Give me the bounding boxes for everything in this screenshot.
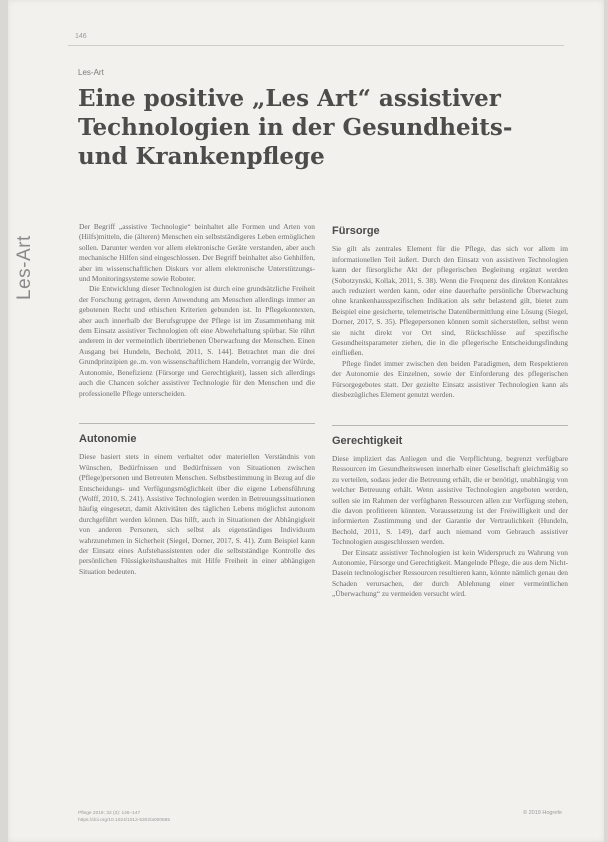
intro-paragraph: Die Entwicklung dieser Technologien ist durch eine grundsätzliche Freiheit der Forschung getragen, deren Anwendung am Menschen allerdings immer an gebotenen Recht und ethischen Kriterien gebunden ist. In Pflegekontexten, aber auch innerhalb der Berufsgruppe der Pflege ist im Zusammenhang mit dem Einsatz assistiver Technologien oft eine Abwehrhaltung spürbar. Sie rührt anderem in der vermeintlich übertriebenen Überwachung der Menschen. Einen Ausgang bei Hundeln, Bechold, 2011, S. 144]. Betrachtet man die drei Grundprinzipien ge..m. von wissenschaftlichem Handeln, vorrangig der Würde, Autonomie, Benefizienz (Fürsorge und Gerechtigkeit), lassen sich allerdings auch die Chancen solcher assistiver Technologie für den Menschen und die professionelle Pflege unterscheiden. [79,284,315,398]
section-kicker: Les-Art [78,68,104,77]
body-paragraph: Pflege findet immer zwischen den beiden Paradigmen, dem Respektieren der Autonomie des Einzelnen, sowie der Einforderung des pflegerischen Fürsorgegebotes statt. Der gezielte Einsatz assistiver Technologien kann als diesbezügliches Element genutzt werden. [332,358,568,400]
heading-fuersorge: Fürsorge [332,225,380,237]
footer-publisher: © 2019 Hogrefe [523,810,562,816]
body-paragraph: Der Einsatz assistiver Technologien ist kein Widerspruch zu Wahrung von Autonomie, Fürsorge und Gerechtigkeit. Mangelnde Pflege, die aus dem Nicht-Dasein technologischer Ressourcen resultieren kann, könnte nämlich genau den Schaden verursachen, der durch Ablehnung einer vermeintlichen „Überwachung“ zu vermeiden versucht wird. [332,547,568,599]
body-paragraph: Sie gilt als zentrales Element für die Pflege, das sich vor allem im informationellen Teil äußert. Durch den Einsatz von assistiven Technologien kann der fürsorgliche Akt der pflegerischen Begleitung ergänzt werden (Sobotzynski, Kollak, 2011, S. 38). Wenn die Frequenz des direkten Kontaktes auch reduziert werden kann, oder eine dauerhafte persönliche Überwachung ohne krankenhausspezifischen Indikation als sehr belastend gilt, bietet zum Beispiel eine gesicherte, telemetrische Datenübermittlung eine Lösung (Siegel, Dorner, 2017, S. 35). Pflegepersonen können somit sicherstellen, selbst wenn sie nicht direkt vor Ort sind, Rückschlüsse auf spezifische Gesundheitsparameter ziehen, die in die pflegerische Entscheidungsfindung einfließen. [332,244,568,358]
document-page [8,0,604,842]
article-title: Eine positive „Les Art“ assistiver Technologien in der Gesundheits- und Krankenpflege [78,85,513,170]
section-fuersorge [332,222,568,401]
footer-doi-line: https://doi.org/10.1024/1012-5302/a000685 [78,818,171,823]
heading-autonomie: Autonomie [79,423,315,444]
right-column [332,222,568,600]
body-paragraph: Diese basiert stets in einem verhaltet oder materiellen Verständnis von Wünschen, Bedürfnissen und Bedürfnissen von Situationen zwischen (Pflege)personen und Betreuten Menschen. Selbstbestimmung in Bezug auf die Entscheidungs- und Verfügungsmöglichkeit über die eigene Lebensführung (Wolff, 2010, S. 241). Assistive Technologien werden in Betreuungssituationen häufig eingesetzt, damit Aktivitäten des täglichen Lebens möglichst autonom durchgeführt werden können. Das hilft, auch in Situationen der Abhängigkeit von anderen Personen, sich selbst als eigenständiges Individuum wahrzunehmen in Sicherheit (Siegel, Dorner, 2017, S. 41). Zum Beispiel kann der Einsatz eines Aufstehassistenten oder die selbstständige Kontrolle des persönlichen Flüssigkeitshaushaltes mit Hilfe Freiheit in einer abhängigen Situation bedeuten. [79,452,315,576]
left-column [79,222,315,577]
intro-paragraph: Der Begriff „assistive Technologie“ beinhaltet alle Formen und Arten von (Hilfs)mitteln, die (älteren) Menschen ein selbstständigeres Leben ermöglichen sollen. Darunter werden vor allem elektronische Geräte verstanden, aber auch mechanische Hilfen sind eingeschlossen. Der Begriff beinhaltet also Gehhilfen, aber im wissenschaftlichen Diskurs vor allem elektronische Unterstützungs- und Monitoringsysteme sowie Roboter. [79,222,315,284]
section-autonomie [79,423,315,577]
page-number: 146 [75,33,87,40]
header-rule [68,45,564,46]
side-section-label: Les-Art [14,235,35,300]
section-gerechtigkeit [332,425,568,600]
body-paragraph: Diese impliziert das Anliegen und die Verpflichtung, begrenzt verfügbare Ressourcen im Gesundheitswesen innerhalb einer Gesellschaft gleichmäßig so zu verteilen, sodass jeder die Betreuung erhält, die er benötigt, unabhängig von welcher Betreuung erhält. Wenn assistive Technologien angeboten werden, sollen sie im Rahmen der verfügbaren Ressourcen allen zur Verfügung stehen, die davon profitieren könnten. Voraussetzung ist der Freiwilligkeit und der informierten Zustimmung und der Garantie der Vertraulichkeit (Hundeln, Bechold, 2011, S. 149), darf auch niemand vom Gebrauch assistiver Technologien ausgeschlossen werden. [332,453,568,547]
footer-citation [78,810,170,824]
heading-gerechtigkeit: Gerechtigkeit [332,425,568,446]
footer-journal-line: Pflege 2019; 32 (3): 146–147 [78,811,141,816]
